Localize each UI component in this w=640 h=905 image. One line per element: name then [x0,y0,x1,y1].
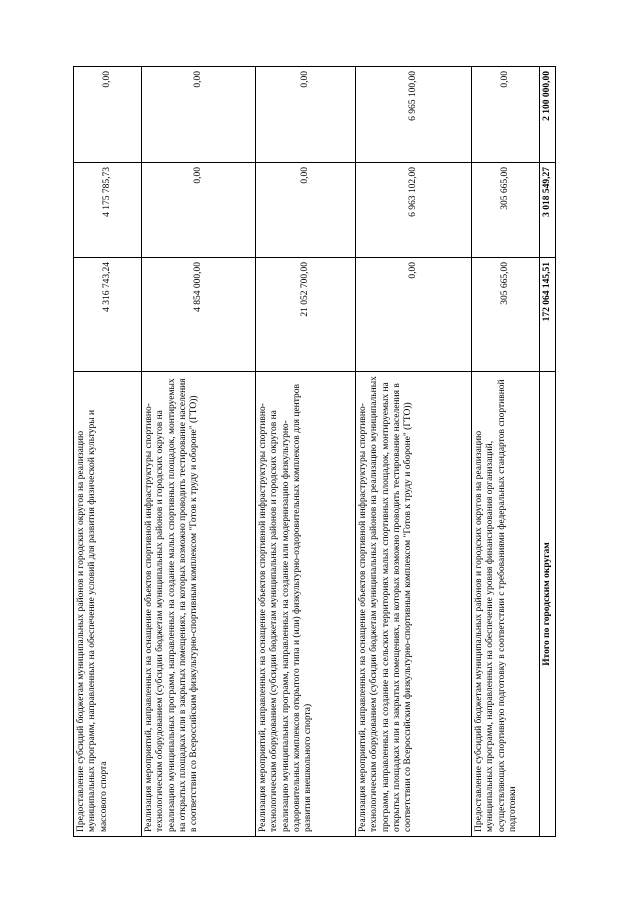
row-description: Реализация мероприятий, направленных на оснащение объектов спортивной инфраструктуры спортивно-технологическим оборудованием (субсидии бюджетам муниципальных районов и городских округов на реализацию муниципальных программ, направленных на создание или модернизацию физкультурно-оздоровительных комплексов открытого типа и (или) физкультурно-оздоровительных комплексов для центров развития внешкольного спорта) [256,372,356,837]
row-description: Реализация мероприятий, направленных на оснащение объектов спортивной инфраструктуры спортивно-технологическим оборудованием (субсидии бюджетам муниципальных районов на реализацию муниципальных программ, направленных на создание на сельских территориях малых спортивных площадок, монтируемых на открытых площадках или в закрытых помещениях, на которых возможно проводить тестирование населения в соответствии со Всероссийским физкультурно-спортивным комплексом "Готов к труду и обороне" (ГТО)) [356,372,472,837]
row-value-3: 0,00 [472,67,540,163]
table-row [142,67,256,837]
row-value-1: 305 665,00 [472,258,540,372]
row-value-2: 0,00 [142,163,256,258]
total-label: Итого по городским округам [540,372,556,837]
table-row [74,67,142,837]
total-value-1: 172 064 145,51 [540,258,556,372]
row-value-3: 6 965 100,00 [356,67,472,163]
row-description: Предоставление субсидий бюджетам муниципальных районов и городских округов на реализацию муниципальных программ, направленных на обеспечение условий для развития физической культуры и массового спорта [74,372,142,837]
row-value-1: 4 854 000,00 [142,258,256,372]
subsidy-table [73,66,556,837]
row-value-2: 305 665,00 [472,163,540,258]
row-value-1: 0,00 [356,258,472,372]
row-value-2: 4 175 785,73 [74,163,142,258]
row-description: Реализация мероприятий, направленных на оснащение объектов спортивной инфраструктуры спортивно-технологическим оборудованием (субсидии бюджетам муниципальных районов и городских округов на реализацию муниципальных программ, направленных на создание малых спортивных площадок, монтируемых на открытых площадках или в закрытых помещениях, на которых возможно проводить тестирование населения в соответствии со Всероссийским физкультурно-спортивным комплексом "Готов к труду и обороне" (ГТО)) [142,372,256,837]
total-row [540,67,556,837]
row-value-3: 0,00 [142,67,256,163]
table-row [472,67,540,837]
row-value-3: 0,00 [74,67,142,163]
total-value-3: 2 100 000,00 [540,67,556,163]
total-value-2: 3 018 549,27 [540,163,556,258]
row-value-2: 6 963 102,00 [356,163,472,258]
row-value-3: 0,00 [256,67,356,163]
row-value-1: 4 316 743,24 [74,258,142,372]
row-value-1: 21 052 700,00 [256,258,356,372]
rotated-table-wrapper [73,67,555,837]
row-description: Предоставление субсидий бюджетам муниципальных районов и городских округов на реализацию муниципальных программ, направленных на обеспечение уровня финансирования организаций, осуществляющих спортивную подготовку в соответствии с требованиями федеральных стандартов спортивной подготовки [472,372,540,837]
table-row [256,67,356,837]
row-value-2: 0,00 [256,163,356,258]
table-row [356,67,472,837]
